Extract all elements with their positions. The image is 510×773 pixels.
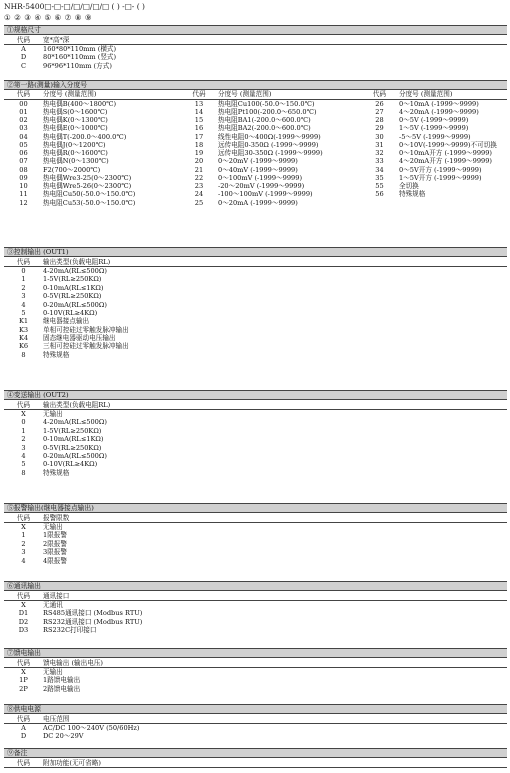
- input-code: 30: [375, 132, 384, 141]
- row-description: 继电器接点输出: [43, 317, 90, 326]
- row-code: A: [21, 723, 26, 732]
- section-title: ②第一路(测量)输入分度号: [4, 81, 507, 90]
- col-code-header: 代码: [4, 90, 40, 99]
- input-description: 热电偶N(0～1300℃): [43, 157, 109, 166]
- row-description: 1-5V(RL≥250KΩ): [43, 426, 102, 435]
- input-description: 全切换: [399, 182, 419, 191]
- input-code: 10: [19, 182, 28, 191]
- table-row: [4, 190, 507, 198]
- input-description: 热电阻Pt100(-200.0～650.0℃): [218, 107, 317, 116]
- row-description: 0-10V(RL≥4KΩ): [43, 460, 98, 469]
- row-description: 1路馈电输出: [43, 676, 81, 685]
- spec-size-table: [4, 25, 507, 70]
- input-code: 02: [19, 116, 28, 125]
- model-number-line: NHR-5400□-□-□/□/□/□/□ ( ) -□- ( ): [4, 2, 145, 11]
- col-desc-header: 分度号 (测量范围): [396, 90, 507, 99]
- row-description: 0-10V(RL≥4KΩ): [43, 308, 98, 317]
- row-description: 0-5V(RL≥250KΩ): [43, 443, 102, 452]
- input-description: 热电偶B(400～1800℃): [43, 99, 117, 108]
- section-title: ③控制输出 (OUT1): [4, 248, 507, 257]
- col-desc-header: 输出类型(负载电阻RL): [40, 257, 507, 266]
- section-title: ⑥通讯输出: [4, 582, 507, 591]
- table-row: D 80*160*110mm (竖式): [20, 53, 117, 62]
- col-desc-header: 分度号 (测量范围): [215, 90, 360, 99]
- table-row: [4, 452, 507, 460]
- remarks-table: [4, 748, 507, 768]
- section-title: ①规格尺寸: [4, 26, 507, 35]
- row-code: D2: [18, 617, 29, 626]
- table-row: [4, 317, 507, 325]
- row-code: 5: [21, 308, 26, 317]
- section-title: ⑦馈电输出: [4, 649, 507, 658]
- table-row: [4, 723, 507, 732]
- section-title: ⑨备注: [4, 749, 507, 758]
- col-desc-header: 馈电输出 (输出电压): [40, 658, 507, 667]
- input-code: 15: [194, 116, 204, 125]
- table-row: [4, 667, 507, 676]
- table-row: [4, 540, 507, 548]
- col-code-header: 代码: [4, 400, 40, 409]
- row-description: 0-20mA(RL≤500Ω): [43, 451, 107, 460]
- row-description: 2限报警: [43, 539, 67, 548]
- row-code: 8: [21, 468, 26, 477]
- table-row: [4, 166, 507, 174]
- col-desc-header: 电压范围: [40, 714, 507, 723]
- input-code: 04: [19, 132, 28, 141]
- input-description: 热电偶R(0～1600℃): [43, 149, 108, 158]
- input-code: 32: [375, 149, 384, 158]
- row-description: 无输出: [43, 409, 63, 418]
- input-description: -100～100mV (-1999～9999): [218, 190, 313, 199]
- table-row: A 160*80*110mm (横式): [21, 44, 117, 53]
- input-description: 0～100mV (-1999～9999): [218, 173, 303, 182]
- input-description: -5～5V (-1999～9999): [399, 132, 471, 141]
- row-code: 1: [21, 531, 26, 540]
- input-code: 06: [19, 149, 28, 158]
- table-row: C 96*96*110mm (方式): [20, 61, 112, 70]
- col-code-header: 代码: [4, 591, 40, 600]
- input-code: 29: [375, 124, 384, 133]
- input-code: 16: [194, 124, 204, 133]
- input-type-table: [4, 80, 507, 207]
- row-code: 1: [21, 275, 26, 284]
- row-code: D: [20, 732, 27, 741]
- row-code: 3: [21, 443, 26, 452]
- input-description: 4～20mA开方 (-1999～9999): [399, 157, 493, 166]
- input-code: 28: [375, 116, 384, 125]
- input-code: 00: [19, 99, 28, 108]
- row-description: RS485通讯接口 (Modbus RTU): [43, 609, 143, 618]
- input-description: 1～5V开方 (-1999～9999): [399, 173, 482, 182]
- table-row: [4, 133, 507, 141]
- row-code: 3: [21, 548, 26, 557]
- row-code: 0: [21, 266, 26, 275]
- row-code: X: [21, 667, 26, 676]
- input-description: 热电阻Cu100(-50.0～150.0℃): [218, 99, 315, 108]
- col-desc-header: 输出类型(负载电阻RL): [40, 400, 507, 409]
- table-row: [4, 182, 507, 190]
- row-code: 4: [21, 556, 26, 565]
- row-description: 3限报警: [43, 548, 67, 557]
- row-description: 单相可控硅过零触发脉冲输出: [43, 325, 129, 334]
- table-row: [4, 676, 507, 684]
- table-row: [4, 334, 507, 342]
- table-row: [4, 124, 507, 132]
- input-code: 18: [194, 140, 204, 149]
- input-description: 4～20mA (-1999～9999): [399, 107, 479, 116]
- input-description: 0～40mV (-1999～9999): [218, 165, 298, 174]
- input-description: 线性电阻0～400Ω(-1999～9999): [218, 132, 321, 141]
- table-row: [4, 351, 507, 359]
- table-row: [4, 108, 507, 116]
- input-code: 35: [375, 173, 384, 182]
- table-row: [4, 149, 507, 157]
- row-code: 0: [21, 418, 26, 427]
- input-description: 0～20mV (-1999～9999): [218, 157, 298, 166]
- row-description: 无输出: [43, 522, 63, 531]
- table-row: [4, 266, 507, 275]
- row-description: 1限报警: [43, 531, 67, 540]
- row-code: 2P: [19, 684, 28, 693]
- section-title: ⑧供电电源: [4, 705, 507, 714]
- row-code: D1: [18, 609, 29, 618]
- row-description: 无通讯: [43, 600, 63, 609]
- row-code: 3: [21, 292, 26, 301]
- section-title: ⑤报警输出(继电器接点输出): [4, 504, 507, 513]
- input-code: 24: [194, 190, 204, 199]
- table-row: [4, 116, 507, 124]
- input-code: 22: [194, 173, 204, 182]
- table-row: [4, 626, 507, 634]
- input-code: 19: [194, 149, 204, 158]
- table-row: [4, 342, 507, 350]
- input-code: 14: [194, 107, 204, 116]
- input-code: 33: [375, 157, 384, 166]
- table-row: [4, 469, 507, 477]
- row-description: 4-20mA(RL≤500Ω): [43, 418, 107, 427]
- row-description: AC/DC 100～240V (50/60Hz): [43, 723, 140, 732]
- row-code: 5: [21, 460, 26, 469]
- row-description: 0-10mA(RL≤1KΩ): [43, 435, 104, 444]
- row-code: K1: [18, 317, 29, 326]
- row-code: 2: [21, 539, 26, 548]
- input-description: 0～20mA (-1999～9999): [218, 198, 298, 207]
- row-code: 2: [21, 283, 26, 292]
- input-code: 27: [375, 107, 384, 116]
- col-desc-header: 附加功能(无可省略): [40, 758, 507, 767]
- input-code: 20: [194, 157, 204, 166]
- col-code-header: 代码: [4, 714, 40, 723]
- table-row: [4, 309, 507, 317]
- input-description: 0～5V开方 (-1999～9999): [399, 165, 482, 174]
- row-code: 1: [21, 426, 26, 435]
- input-description: 热电偶K(0～1300℃): [43, 116, 108, 125]
- row-code: K6: [18, 342, 29, 351]
- input-description: 远传电阻30-350Ω (-1999～9999): [218, 149, 323, 158]
- input-code: 08: [19, 165, 28, 174]
- table-row: [4, 618, 507, 626]
- row-code: X: [21, 409, 26, 418]
- table-row: [4, 292, 507, 300]
- row-code: 4: [21, 451, 26, 460]
- table-row: [4, 556, 507, 564]
- col-code-header: 代码: [4, 35, 40, 44]
- row-description: 0-10mA(RL≤1KΩ): [43, 283, 104, 292]
- input-code: 31: [375, 140, 384, 149]
- input-code: 05: [19, 140, 28, 149]
- col-code-header: 代码: [4, 513, 40, 522]
- input-code: [360, 199, 396, 207]
- col-desc-header: 通讯接口: [40, 591, 507, 600]
- input-code: 23: [194, 182, 204, 191]
- control-output-table: [4, 247, 507, 359]
- row-description: 2路馈电输出: [43, 684, 81, 693]
- input-code: 03: [19, 124, 28, 133]
- table-row: [4, 732, 507, 740]
- row-description: RS232通讯接口 (Modbus RTU): [43, 617, 143, 626]
- col-code-header: 代码: [4, 758, 40, 767]
- section-title: ④变送输出 (OUT2): [4, 391, 507, 400]
- input-code: 07: [19, 157, 28, 166]
- table-row: [4, 531, 507, 539]
- feed-output-table: [4, 648, 507, 693]
- input-description: 1～5V (-1999～9999): [399, 124, 469, 133]
- input-description: 热电偶Wre5-26(0～2300℃): [43, 182, 132, 191]
- input-code: 11: [19, 190, 28, 199]
- input-description: 热电阻Cu50(-50.0～150.0℃): [43, 190, 136, 199]
- input-description: 热电阻BA2(-200.0～600.0℃): [218, 124, 311, 133]
- input-code: 55: [375, 182, 384, 191]
- row-description: 0-5V(RL≥250KΩ): [43, 292, 102, 301]
- table-row: [4, 600, 507, 609]
- row-description: 三相可控硅过零触发脉冲输出: [43, 342, 129, 351]
- table-row: [4, 685, 507, 693]
- table-row: [4, 409, 507, 418]
- table-row: [4, 435, 507, 443]
- input-description: 0～10mA开方 (-1999～9999): [399, 149, 493, 158]
- row-description: 特殊规格: [43, 468, 70, 477]
- input-description: [396, 199, 507, 207]
- table-row: [4, 427, 507, 435]
- col-code-header: 代码: [4, 658, 40, 667]
- row-description: 0-20mA(RL≤500Ω): [43, 300, 107, 309]
- table-row: [4, 460, 507, 468]
- col-code-header: 代码: [180, 90, 215, 99]
- row-code: 1P: [19, 676, 28, 685]
- input-code: 26: [375, 99, 384, 108]
- model-position-index: ① ② ③ ④ ⑤ ⑥ ⑦ ⑧ ⑨: [4, 13, 93, 22]
- col-desc-header: 报警限数: [40, 513, 507, 522]
- communication-table: [4, 581, 507, 634]
- row-description: 固态继电器驱动电压输出: [43, 334, 116, 343]
- transmit-output-table: [4, 390, 507, 477]
- row-code: X: [21, 522, 26, 531]
- col-code-header: 代码: [4, 257, 40, 266]
- table-row: [4, 284, 507, 292]
- table-row: [4, 275, 507, 283]
- table-row: [4, 174, 507, 182]
- input-description: 热电偶Wre3-25(0～2300℃): [43, 173, 132, 182]
- row-description: 4限报警: [43, 556, 67, 565]
- input-description: -20～20mV (-1999～9999): [218, 182, 305, 191]
- input-description: 特殊规格: [399, 190, 426, 199]
- table-row: [4, 141, 507, 149]
- row-code: 2: [21, 435, 26, 444]
- input-description: 远传电阻0-350Ω (-1999～9999): [218, 140, 319, 149]
- col-code-header: 代码: [360, 90, 396, 99]
- table-row: [4, 418, 507, 426]
- power-supply-table: [4, 704, 507, 741]
- row-code: K3: [18, 325, 29, 334]
- input-description: F2(700～2000℃): [43, 165, 101, 174]
- input-description: 0～10V(-1999～9999)不可切换: [399, 140, 497, 149]
- table-row: [4, 443, 507, 451]
- input-description: 0～10mA (-1999～9999): [399, 99, 479, 108]
- input-description: 热电偶J(0～1200℃): [43, 140, 106, 149]
- row-description: 无输出: [43, 667, 63, 676]
- row-description: DC 20～29V: [43, 732, 84, 741]
- input-description: 0～5V (-1999～9999): [399, 116, 469, 125]
- table-row: [4, 199, 507, 207]
- input-description: 热电阻BA1(-200.0～600.0℃): [218, 116, 311, 125]
- table-row: [4, 609, 507, 617]
- row-description: 4-20mA(RL≤500Ω): [43, 266, 107, 275]
- row-code: 8: [21, 350, 26, 359]
- col-desc-header: 宽*高*深: [40, 35, 507, 44]
- row-description: 特殊规格: [43, 350, 70, 359]
- input-description: 热电偶E(0～1000℃): [43, 124, 108, 133]
- input-code: 34: [375, 165, 384, 174]
- table-row: [4, 300, 507, 308]
- input-description: 热电偶S(0～1600℃): [43, 107, 108, 116]
- table-row: [4, 548, 507, 556]
- input-code: 17: [194, 132, 204, 141]
- row-code: K4: [18, 334, 29, 343]
- input-code: 12: [19, 198, 28, 207]
- row-description: 1-5V(RL≥250KΩ): [43, 275, 102, 284]
- alarm-output-table: [4, 503, 507, 565]
- input-code: 13: [194, 99, 204, 108]
- row-code: X: [21, 600, 26, 609]
- input-code: 56: [375, 190, 384, 199]
- col-desc-header: 分度号 (测量范围): [40, 90, 180, 99]
- input-code: 01: [19, 107, 28, 116]
- input-code: 25: [194, 198, 204, 207]
- input-code: 21: [194, 165, 204, 174]
- table-row: [4, 157, 507, 165]
- row-description: RS232C打印接口: [43, 626, 97, 635]
- table-row: [4, 326, 507, 334]
- input-description: 热电偶T(-200.0～400.0℃): [43, 132, 127, 141]
- table-row: [4, 99, 507, 108]
- row-code: 4: [21, 300, 26, 309]
- input-description: 热电阻Cu53(-50.0～150.0℃): [43, 198, 136, 207]
- table-row: [4, 522, 507, 531]
- row-code: D3: [18, 626, 29, 635]
- input-code: 09: [19, 173, 28, 182]
